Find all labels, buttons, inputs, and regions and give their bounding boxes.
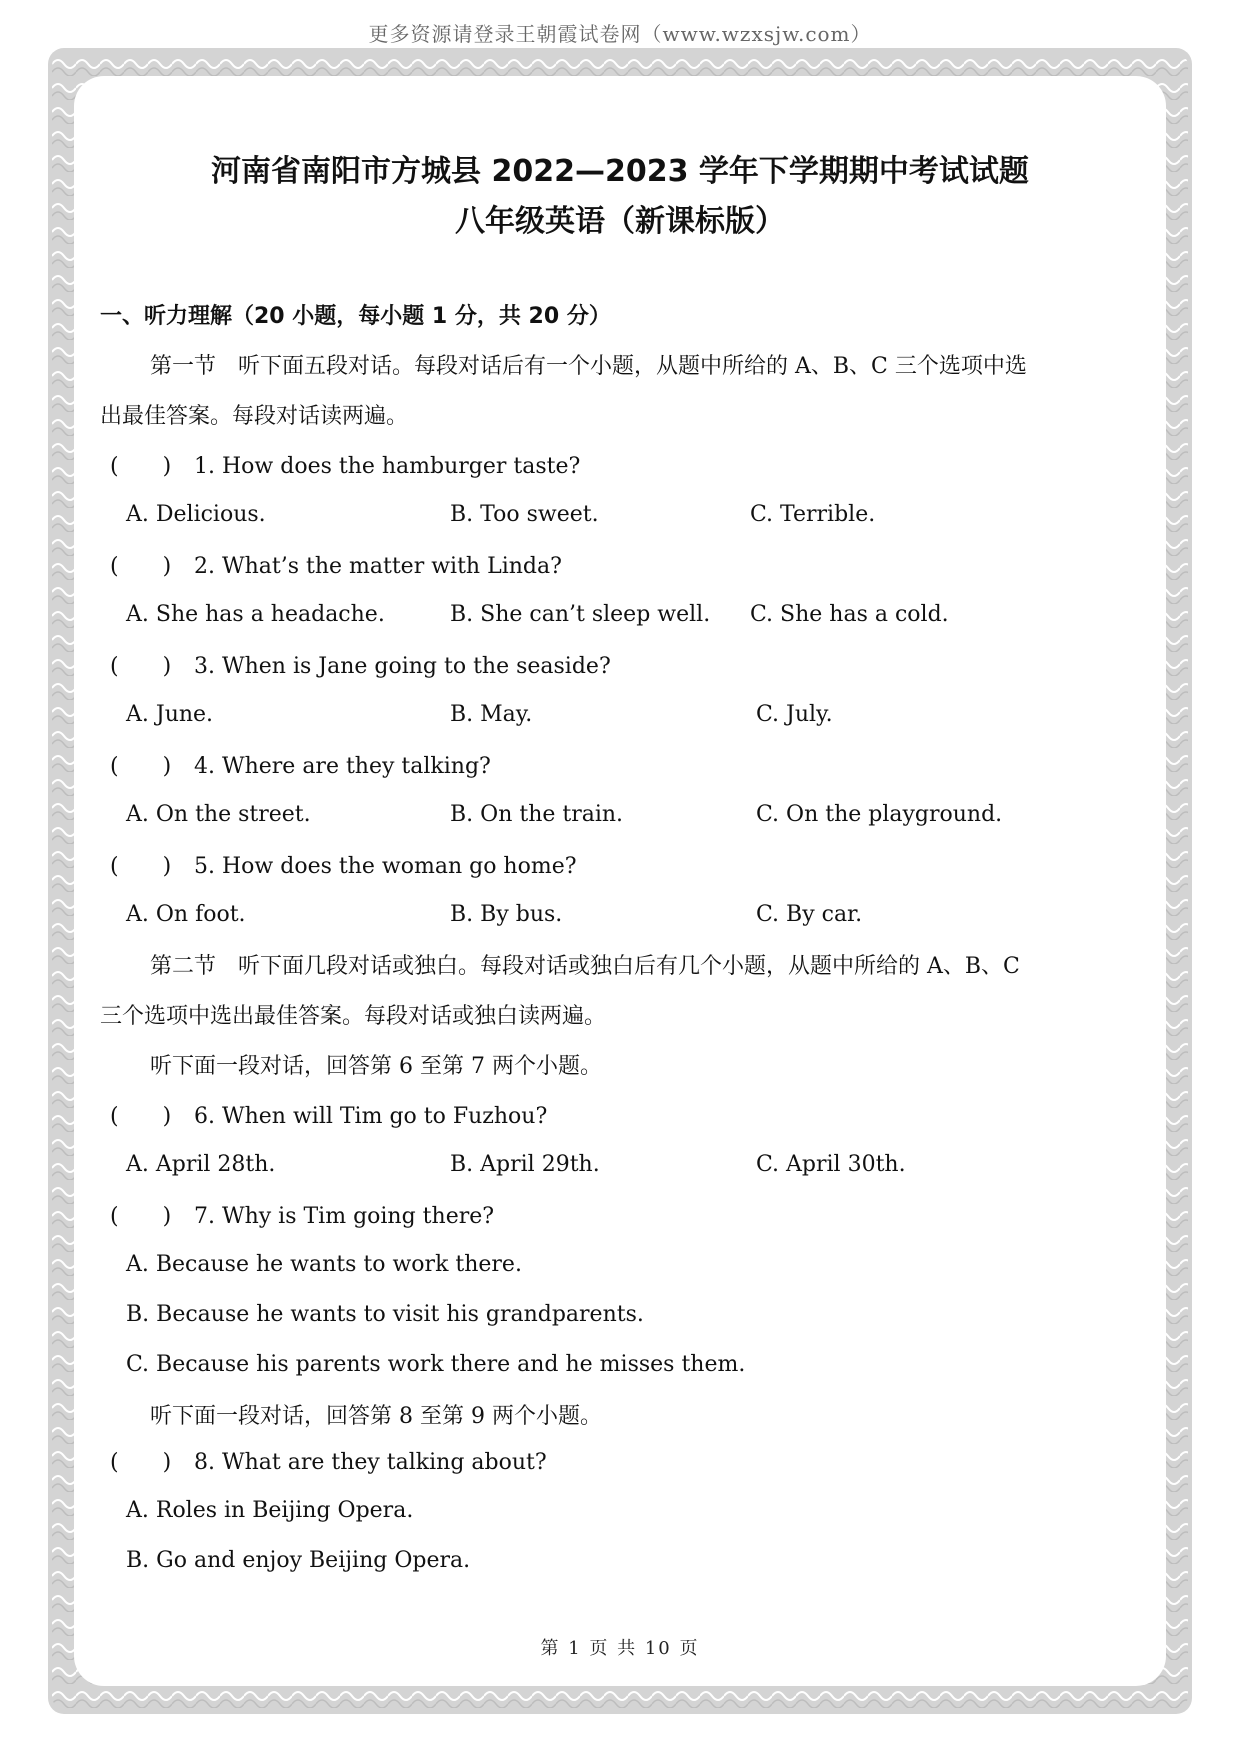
option-c: C. On the playground.	[756, 802, 1003, 827]
option-b: B. Because he wants to visit his grandparents.	[126, 1302, 644, 1327]
question-6	[110, 1102, 547, 1132]
option-c: C. Terrible.	[750, 502, 876, 527]
question-3	[110, 652, 611, 682]
answer-blank: ( )	[110, 454, 172, 479]
section-heading-listening: 一、听力理解（20 小题，每小题 1 分，共 20 分）	[100, 304, 611, 329]
part2-instruction: 第二节 听下面几段对话或独白。每段对话或独白后有几个小题，从题中所给的 A、B、C	[150, 954, 1020, 979]
option-c: C. She has a cold.	[750, 602, 949, 627]
dialog-intro-6-7: 听下面一段对话，回答第 6 至第 7 两个小题。	[150, 1054, 602, 1079]
question-text: 4. Where are they talking?	[194, 754, 491, 779]
option-b: B. Too sweet.	[450, 502, 599, 527]
question-7	[110, 1202, 494, 1232]
option-b: B. Go and enjoy Beijing Opera.	[126, 1548, 471, 1573]
question-5	[110, 852, 577, 882]
dialog-intro-8-9: 听下面一段对话，回答第 8 至第 9 两个小题。	[150, 1404, 602, 1429]
question-text: 1. How does the hamburger taste?	[194, 454, 581, 479]
answer-blank: ( )	[110, 1204, 172, 1229]
option-a: A. She has a headache.	[126, 602, 385, 627]
question-text: 6. When will Tim go to Fuzhou?	[194, 1104, 548, 1129]
option-c: C. July.	[756, 702, 833, 727]
part1-instruction: 第一节 听下面五段对话。每段对话后有一个小题，从题中所给的 A、B、C 三个选项中选	[150, 354, 1027, 379]
option-c: C. April 30th.	[756, 1152, 906, 1177]
answer-blank: ( )	[110, 854, 172, 879]
question-text: 7. Why is Tim going there?	[194, 1204, 495, 1229]
page-number: 第 1 页 共 10 页	[540, 1638, 700, 1659]
answer-blank: ( )	[110, 654, 172, 679]
option-b: B. On the train.	[450, 802, 624, 827]
option-b: B. May.	[450, 702, 533, 727]
answer-blank: ( )	[110, 1450, 172, 1475]
question-text: 3. When is Jane going to the seaside?	[194, 654, 611, 679]
question-8	[110, 1448, 547, 1478]
answer-blank: ( )	[110, 554, 172, 579]
option-a: A. April 28th.	[126, 1152, 276, 1177]
part1-instruction-cont: 出最佳答案。每段对话读两遍。	[100, 404, 409, 429]
question-2	[110, 552, 562, 582]
part2-instruction-cont: 三个选项中选出最佳答案。每段对话或独白读两遍。	[100, 1004, 607, 1029]
question-text: 2. What’s the matter with Linda?	[194, 554, 562, 579]
option-a: A. On the street.	[126, 802, 311, 827]
option-a: A. June.	[126, 702, 214, 727]
exam-subtitle: 八年级英语（新课标版）	[455, 204, 785, 239]
option-a: A. Because he wants to work there.	[126, 1252, 522, 1277]
question-4	[110, 752, 491, 782]
answer-blank: ( )	[110, 1104, 172, 1129]
exam-title: 河南省南阳市方城县 2022—2023 学年下学期期中考试试题	[211, 154, 1029, 189]
question-text: 8. What are they talking about?	[194, 1450, 547, 1475]
option-b: B. She can’t sleep well.	[450, 602, 711, 627]
option-a: A. On foot.	[126, 902, 246, 927]
option-c: C. By car.	[756, 902, 863, 927]
watermark: 更多资源请登录王朝霞试卷网（www.wzxsjw.com）	[368, 22, 872, 46]
question-text: 5. How does the woman go home?	[194, 854, 577, 879]
option-a: A. Roles in Beijing Opera.	[126, 1498, 414, 1523]
question-1	[110, 452, 580, 482]
answer-blank: ( )	[110, 754, 172, 779]
option-a: A. Delicious.	[126, 502, 266, 527]
option-c: C. Because his parents work there and he misses them.	[126, 1352, 746, 1377]
option-b: B. April 29th.	[450, 1152, 600, 1177]
option-b: B. By bus.	[450, 902, 563, 927]
